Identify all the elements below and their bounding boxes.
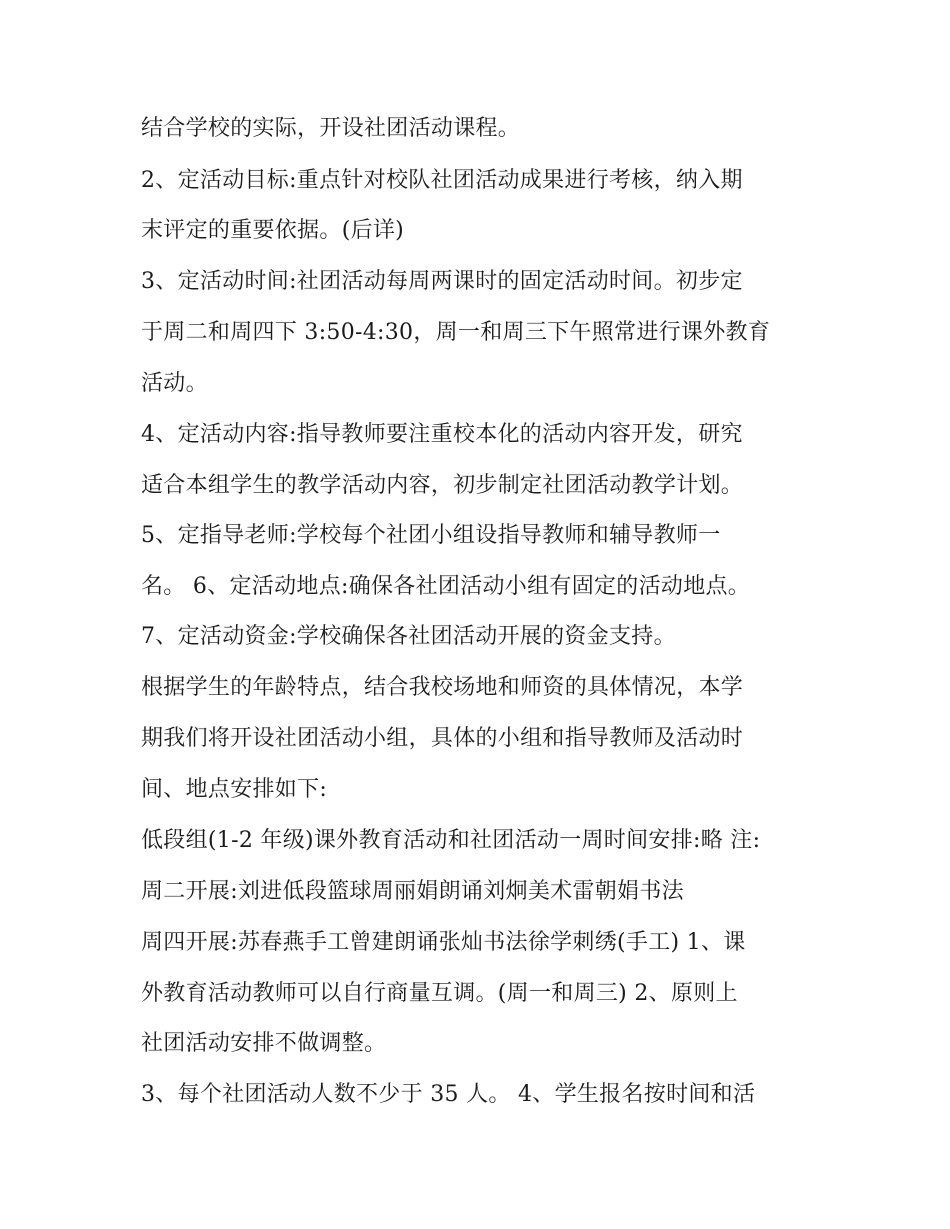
text-line: 低段组(1-2 年级)课外教育活动和社团活动一周时间安排:略 注: (141, 828, 761, 853)
text-line: 周四开展:苏春燕手工曾建朗诵张灿书法徐学刺绣(手工) 1、课 (141, 930, 746, 955)
text-line: 末评定的重要依据。(后详) (141, 218, 405, 243)
text-line: 根据学生的年龄特点，结合我校场地和师资的具体情况，本学 (141, 675, 744, 700)
text-line: 适合本组学生的教学活动内容，初步制定社团活动教学计划。 (141, 473, 744, 498)
text-line: 结合学校的实际，开设社团活动课程。 (141, 116, 521, 141)
text-line: 3、每个社团活动人数不少于 35 人。 4、学生报名按时间和活 (141, 1082, 756, 1107)
text-line: 2、定活动目标:重点针对校队社团活动成果进行考核，纳入期 (141, 168, 743, 193)
text-line: 4、定活动内容:指导教师要注重校本化的活动内容开发，研究 (141, 422, 743, 447)
text-line: 7、定活动资金:学校确保各社团活动开展的资金支持。 (141, 624, 676, 649)
text-line: 名。 6、定活动地点:确保各社团活动小组有固定的活动地点。 (141, 574, 751, 599)
text-line: 5、定指导老师:学校每个社团小组设指导教师和辅导教师一 (141, 523, 721, 548)
text-line: 活动。 (141, 371, 208, 396)
text-line: 周二开展:刘进低段篮球周丽娟朗诵刘炯美术雷朝娟书法 (141, 879, 684, 904)
text-line: 期我们将开设社团活动小组，具体的小组和指导教师及活动时 (141, 726, 744, 751)
text-line: 外教育活动教师可以自行商量互调。(周一和周三) 2、原则上 (141, 981, 738, 1006)
text-line: 间、地点安排如下: (141, 777, 328, 802)
text-line: 于周二和周四下 3:50-4:30，周一和周三下午照常进行课外教育 (141, 320, 771, 345)
text-line: 社团活动安排不做调整。 (141, 1031, 387, 1056)
text-line: 3、定活动时间:社团活动每周两课时的固定活动时间。初步定 (141, 269, 743, 294)
